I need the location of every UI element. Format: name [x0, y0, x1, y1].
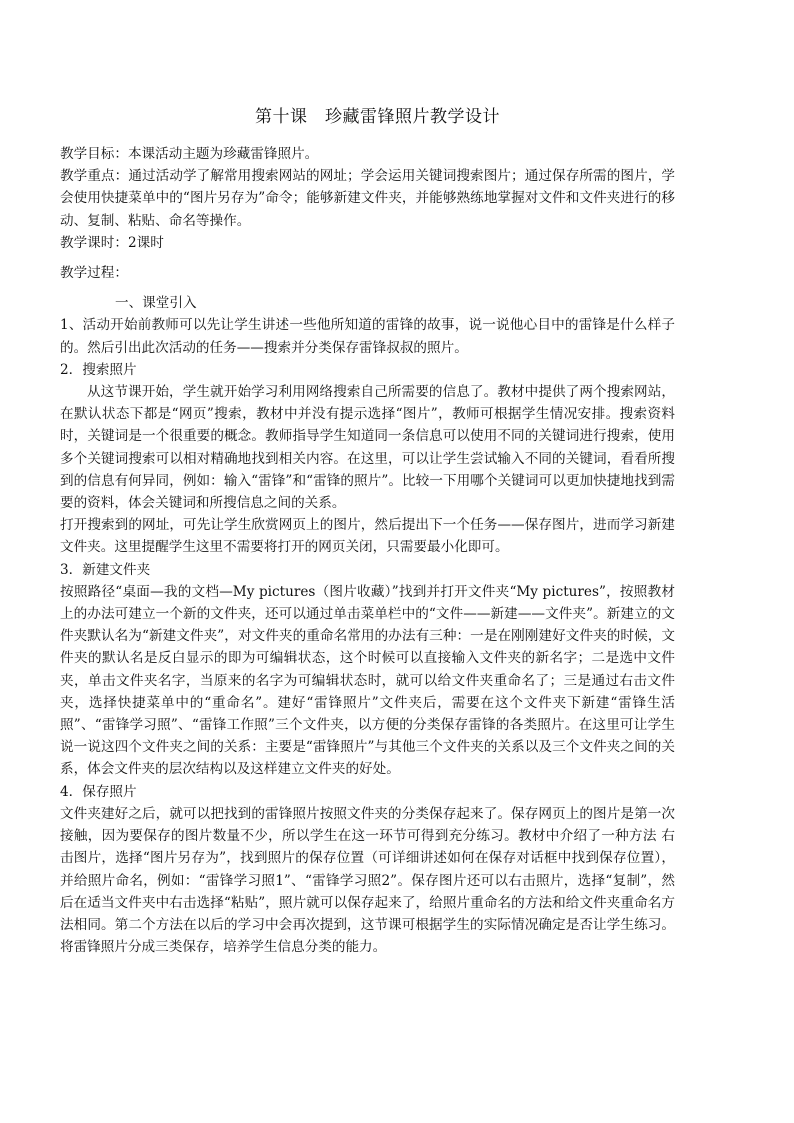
section-2-text-2: 打开搜索到的网址，可先让学生欣赏网页上的图片，然后提出下一个任务——保存图片，进而学习新建文件夹。这里提醒学生这里不需要将打开的网页关闭，只需要最小化即可。	[60, 517, 675, 556]
teaching-key-points: 教学重点：通过活动学了解常用搜索网站的网址；学会运用关键词搜索图片；通过保存所需的图片，学会使用快捷菜单中的“图片另存为”命令；能够新建文件夹，并能够熟练地掌握对文件和文件夹进行的移动、复制、粘贴、命名等操作。	[60, 168, 675, 229]
document-title: 第十课 珍藏雷锋照片教学设计	[255, 107, 500, 127]
section-4-heading: 4．保存照片	[60, 783, 137, 800]
teaching-goal: 教学目标：本课活动主题为珍藏雷锋照片。	[60, 146, 319, 162]
section-2-text: 从这节课开始，学生就开始学习利用网络搜索自己所需要的信息了。教材中提供了两个搜索网站，在默认状态下都是“网页”搜索，教材中并没有提示选择“图片”，教师可根据学生情况安排。搜索资料时，关键词是一个很重要的概念。教师指导学生知道同一条信息可以使用不同的关键词进行搜索，使用多个关键词搜索可以相对精确地找到相关内容。在这里，可以让学生尝试输入不同的关键词，看看所搜到的信息有何异同，例如：输入“雷锋”和“雷锋的照片”。比较一下用哪个关键词可以更加快捷地找到需要的资料，体会关键词和所搜信息之间的关系。	[60, 384, 675, 512]
section-1-text: 1、活动开始前教师可以先让学生讲述一些他所知道的雷锋的故事，说一说他心目中的雷锋是什么样子的。然后引出此次活动的任务——搜索并分类保存雷锋叔叔的照片。	[60, 317, 675, 356]
section-1-heading: 一、课堂引入	[115, 295, 197, 312]
teaching-process-label: 教学过程：	[60, 265, 128, 282]
teaching-hours: 教学课时：2课时	[60, 234, 164, 251]
spacer	[60, 284, 675, 292]
section-3-heading: 3．新建文件夹	[60, 561, 151, 578]
section-3-text: 按照路径“桌面—我的文档—My pictures（图片收藏）”找到并打开文件夹“My pictures”，按照教材上的办法可建立一个新的文件夹，还可以通过单击菜单栏中的“文件——新建——文件夹”。新建立的文件夹默认名为“新建文件夹”，对文件夹的重命名常用的办法有三种：一是在刚刚建好文件夹的时候，文件夹的默认名是反白显示的即为可编辑状态，这个时候可以直接输入文件夹的新名字；二是选中文件夹，单击文件夹名字，当原来的名字为可编辑状态时，就可以给文件夹重命名了；三是通过右击文件夹，选择快捷菜单中的“重命名”。建好“雷锋照片”文件夹后，需要在这个文件夹下新建“雷锋生活照”、“雷锋学习照”、“雷锋工作照”三个文件夹，以方便的分类保存雷锋的各类照片。在这里可让学生说一说这四个文件夹之间的关系：主要是“雷锋照片”与其他三个文件夹的关系以及三个文件夹之间的关系，体会文件夹的层次结构以及这样建立文件夹的好处。	[60, 583, 675, 778]
section-2-heading: 2．搜索照片	[60, 361, 137, 378]
section-4-text: 文件夹建好之后，就可以把找到的雷锋照片按照文件夹的分类保存起来了。保存网页上的图片是第一次接触，因为要保存的图片数量不少，所以学生在这一环节可得到充分练习。教材中介绍了一种方法 右击图片，选择“图片另存为”，找到照片的保存位置（可详细讲述如何在保存对话框中找到保存位置），并给照片命名，例如：“雷锋学习照1”、“雷锋学习照2”。保存图片还可以右击照片，选择“复制”，然后在适当文件夹中右击选择“粘贴”，照片就可以保存起来了，给照片重命名的方法和给文件夹重命名方法相同。第二个方法在以后的学习中会再次提到，这节课可根据学生的实际情况确定是否让学生练习。将雷锋照片分成三类保存，培养学生信息分类的能力。	[60, 805, 675, 956]
spacer	[60, 254, 675, 262]
document-body	[60, 104, 675, 958]
